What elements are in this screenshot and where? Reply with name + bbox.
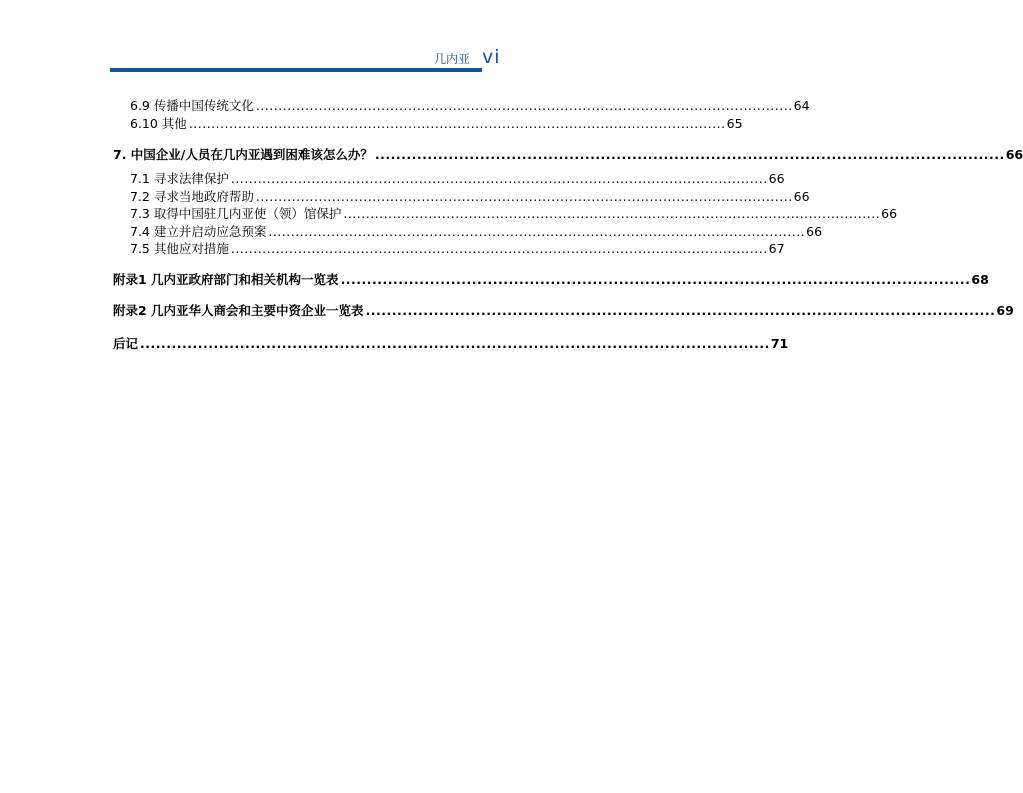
running-header-title: 几内亚 — [433, 52, 470, 66]
toc-entry-page: 64 — [793, 98, 810, 113]
toc-entry-page: 71 — [770, 336, 789, 351]
toc-entry-label: 7.4 建立并启动应急预案 — [130, 224, 267, 239]
toc-dot-leader: ........................................................................................................................ — [255, 98, 793, 113]
toc-entry-page: 67 — [768, 241, 785, 256]
toc-entry-page: 65 — [726, 116, 743, 131]
toc-dot-leader: ........................................................................................................................ — [343, 206, 881, 221]
page-number: vi — [482, 46, 501, 68]
toc-entry-label: 7. 中国企业/人员在几内亚遇到困难该怎么办？ — [113, 147, 373, 162]
toc-dot-leader: ........................................................................................................................ — [255, 189, 793, 204]
toc-dot-leader: ........................................................................................................................ — [140, 336, 770, 351]
toc-entry — [113, 271, 989, 289]
toc-entry-label: 7.3 取得中国驻几内亚使（领）馆保护 — [130, 206, 342, 221]
toc-entry-label: 后记 — [113, 336, 139, 351]
toc-entry-label: 7.5 其他应对措施 — [130, 241, 229, 256]
toc-entry — [130, 240, 785, 258]
toc-dot-leader: ........................................................................................................................ — [188, 116, 726, 131]
toc-entry-label: 附录1 几内亚政府部门和相关机构一览表 — [113, 272, 339, 287]
toc-entry — [130, 170, 785, 188]
toc-dot-leader: ........................................................................................................................ — [230, 171, 768, 186]
toc-dot-leader: ........................................................................................................................ — [365, 303, 996, 318]
toc-entry — [130, 97, 810, 115]
toc-dot-leader: ........................................................................................................................ — [340, 272, 971, 287]
toc-entry — [130, 115, 743, 133]
toc-entry — [130, 205, 898, 223]
toc-entry-label: 7.1 寻求法律保护 — [130, 171, 229, 186]
toc-entry-page: 66 — [1005, 147, 1023, 162]
toc-entry — [113, 146, 1023, 164]
toc-entry-label: 6.9 传播中国传统文化 — [130, 98, 254, 113]
toc-entry-page: 66 — [881, 206, 898, 221]
toc-entry-page: 68 — [971, 272, 989, 287]
toc-dot-leader: ........................................................................................................................ — [230, 241, 768, 256]
toc-entry-page: 66 — [768, 171, 785, 186]
toc-entry-label: 附录2 几内亚华人商会和主要中资企业一览表 — [113, 303, 364, 318]
header-rule — [110, 68, 482, 72]
toc-entry — [113, 302, 1014, 320]
toc-entry — [130, 188, 810, 206]
toc-entry-label: 7.2 寻求当地政府帮助 — [130, 189, 254, 204]
toc-entry-label: 6.10 其他 — [130, 116, 187, 131]
toc-entry — [113, 335, 789, 353]
toc-entry-page: 66 — [806, 224, 823, 239]
toc-entry-page: 66 — [793, 189, 810, 204]
toc-dot-leader: ........................................................................................................................ — [374, 147, 1005, 162]
toc-dot-leader: ........................................................................................................................ — [268, 224, 806, 239]
toc-entry-page: 69 — [996, 303, 1014, 318]
toc-entry — [130, 223, 823, 241]
